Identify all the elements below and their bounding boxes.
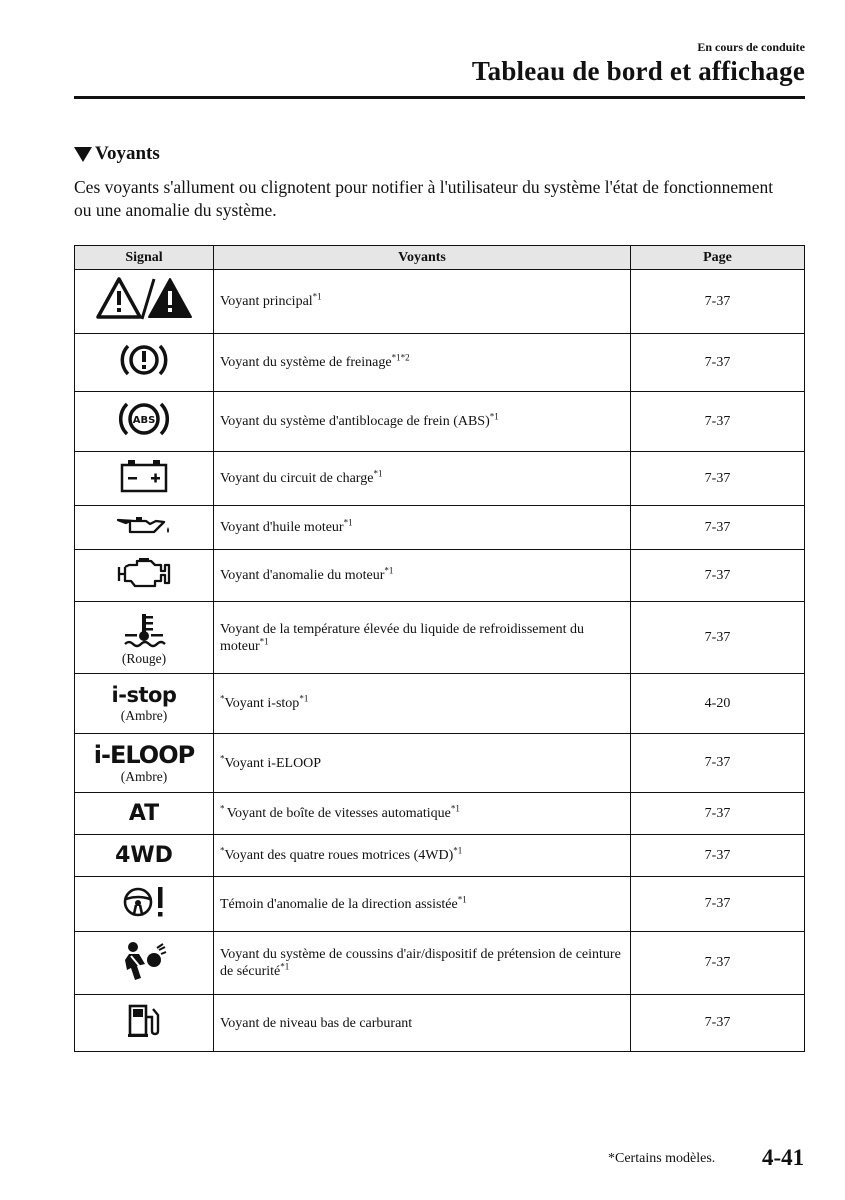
page-number: 4-41 <box>762 1145 805 1170</box>
voyant-cell <box>214 674 631 734</box>
signal-cell <box>75 392 214 452</box>
footnote-ref: *1 <box>489 411 499 422</box>
voyant-cell <box>214 877 631 932</box>
table-row <box>75 995 805 1052</box>
page-ref: 4-20 <box>631 674 805 734</box>
signal-cell <box>75 734 214 793</box>
brake-system-icon <box>116 338 172 382</box>
signal-cell <box>75 602 214 674</box>
voyant-cell <box>214 793 631 835</box>
i-eloop-icon: i-ELOOP <box>93 740 195 769</box>
chapter-subtitle: En cours de conduite <box>697 40 805 54</box>
footnote-ref: *1 <box>450 803 460 814</box>
page-ref: 7-37 <box>631 932 805 995</box>
voyant-label: Voyant principal <box>220 294 313 309</box>
table-row <box>75 334 805 392</box>
voyant-label: Voyant de la température élevée du liquide de refroidissement du moteur <box>220 621 584 654</box>
voyant-label: Voyant du système de coussins d'air/dispositif de prétension de ceinture de sécurité <box>220 947 621 979</box>
table-row <box>75 550 805 602</box>
footnote-ref: *1 <box>373 468 383 479</box>
table-row <box>75 835 805 877</box>
header-page: Page <box>631 246 805 270</box>
section-title: Voyants <box>95 143 160 164</box>
footnote-ref: *1 <box>453 845 463 856</box>
footnote-certains-modeles: *Certains modèles. <box>608 1151 716 1166</box>
warning-lights-table <box>74 245 805 1052</box>
footnote-ref: *1 <box>259 635 269 646</box>
voyant-prefix: * <box>220 845 225 856</box>
voyant-label: Voyant d'huile moteur <box>220 520 344 535</box>
signal-cell <box>75 334 214 392</box>
voyant-label: Voyant de niveau bas de carburant <box>220 1015 413 1031</box>
table-row <box>75 392 805 452</box>
voyant-label: Voyant i-ELOOP <box>224 755 322 771</box>
voyant-cell <box>214 995 631 1052</box>
footnote-ref: *1 <box>312 291 322 302</box>
page-ref: 7-37 <box>631 835 805 877</box>
signal-cell <box>75 550 214 602</box>
voyant-cell <box>214 392 631 452</box>
table-row <box>75 793 805 835</box>
abs-icon <box>116 397 172 441</box>
page-ref: 7-37 <box>631 506 805 550</box>
page-ref: 7-37 <box>631 995 805 1052</box>
page-ref: 7-37 <box>631 550 805 602</box>
engine-icon <box>117 557 171 589</box>
voyant-label: Voyant du système de freinage <box>220 355 392 370</box>
voyant-label: Voyant du circuit de charge <box>220 471 374 486</box>
page-ref: 7-37 <box>631 602 805 674</box>
header-rule <box>74 96 805 99</box>
page-ref: 7-37 <box>631 270 805 334</box>
battery-icon <box>118 459 170 493</box>
voyant-label: Voyant du système d'antiblocage de frein (ABS) <box>220 414 490 429</box>
page-ref: 7-37 <box>631 793 805 835</box>
voyant-cell <box>214 452 631 506</box>
coolant-temp-icon <box>121 612 167 650</box>
voyant-cell <box>214 602 631 674</box>
page-ref: 7-37 <box>631 734 805 793</box>
voyant-cell <box>214 734 631 793</box>
footnote-ref: *1 <box>343 517 353 528</box>
voyant-label: Voyant i-stop <box>224 696 300 711</box>
oil-can-icon <box>116 512 172 538</box>
voyant-label: Voyant des quatre roues motrices (4WD) <box>224 848 454 863</box>
table-row <box>75 506 805 550</box>
voyant-prefix: * <box>220 693 225 704</box>
footnote-ref: *1 <box>457 893 467 904</box>
footnote-ref: *1 <box>384 565 394 576</box>
footnote-ref: *1*2 <box>391 352 410 363</box>
page-ref: 7-37 <box>631 334 805 392</box>
fuel-icon <box>126 1003 162 1039</box>
voyant-label: Voyant de boîte de vitesses automatique <box>226 806 451 821</box>
voyant-prefix: * <box>220 752 225 763</box>
page-ref: 7-37 <box>631 392 805 452</box>
table-row <box>75 674 805 734</box>
signal-cell <box>75 506 214 550</box>
voyant-cell <box>214 835 631 877</box>
footnote-ref: *1 <box>280 961 290 972</box>
voyant-cell <box>214 550 631 602</box>
section-heading <box>74 143 160 165</box>
master-warning-icon <box>94 275 194 323</box>
signal-cell <box>75 995 214 1052</box>
airbag-icon <box>121 940 167 982</box>
header-signal: Signal <box>75 246 214 270</box>
signal-cell <box>75 932 214 995</box>
triangle-down-icon <box>74 147 92 162</box>
table-row <box>75 734 805 793</box>
page-ref: 7-37 <box>631 452 805 506</box>
voyant-label: Témoin d'anomalie de la direction assistée <box>220 896 458 912</box>
section-intro: Ces voyants s'allument ou clignotent pour notifier à l'utilisateur du système l'état de fonctionnement ou une anomalie du système. <box>74 177 774 220</box>
signal-cell <box>75 793 214 835</box>
table-row <box>75 932 805 995</box>
signal-cell <box>75 270 214 334</box>
voyant-label: Voyant d'anomalie du moteur <box>220 568 385 583</box>
voyant-cell <box>214 334 631 392</box>
footnote-ref: *1 <box>299 693 309 704</box>
signal-caption: (Ambre) <box>120 768 168 784</box>
power-steering-icon <box>121 884 167 920</box>
table-row <box>75 602 805 674</box>
voyant-prefix: * <box>220 803 227 814</box>
signal-caption: (Ambre) <box>120 708 168 723</box>
table-header-row <box>75 246 805 270</box>
table-row <box>75 877 805 932</box>
voyant-cell <box>214 270 631 334</box>
i-stop-icon: i-stop <box>111 683 177 707</box>
abs-label: ABS <box>132 415 156 426</box>
table-row <box>75 270 805 334</box>
voyant-cell <box>214 506 631 550</box>
voyant-cell <box>214 932 631 995</box>
4wd-icon: 4WD <box>115 843 173 868</box>
signal-cell <box>75 452 214 506</box>
signal-cell <box>75 674 214 734</box>
at-icon: AT <box>128 801 160 826</box>
page-title: Tableau de bord et affichage <box>471 56 805 86</box>
header-voyants: Voyants <box>214 246 631 270</box>
page-ref: 7-37 <box>631 877 805 932</box>
signal-cell <box>75 835 214 877</box>
table-row <box>75 452 805 506</box>
signal-caption: (Rouge) <box>121 650 167 666</box>
signal-cell <box>75 877 214 932</box>
